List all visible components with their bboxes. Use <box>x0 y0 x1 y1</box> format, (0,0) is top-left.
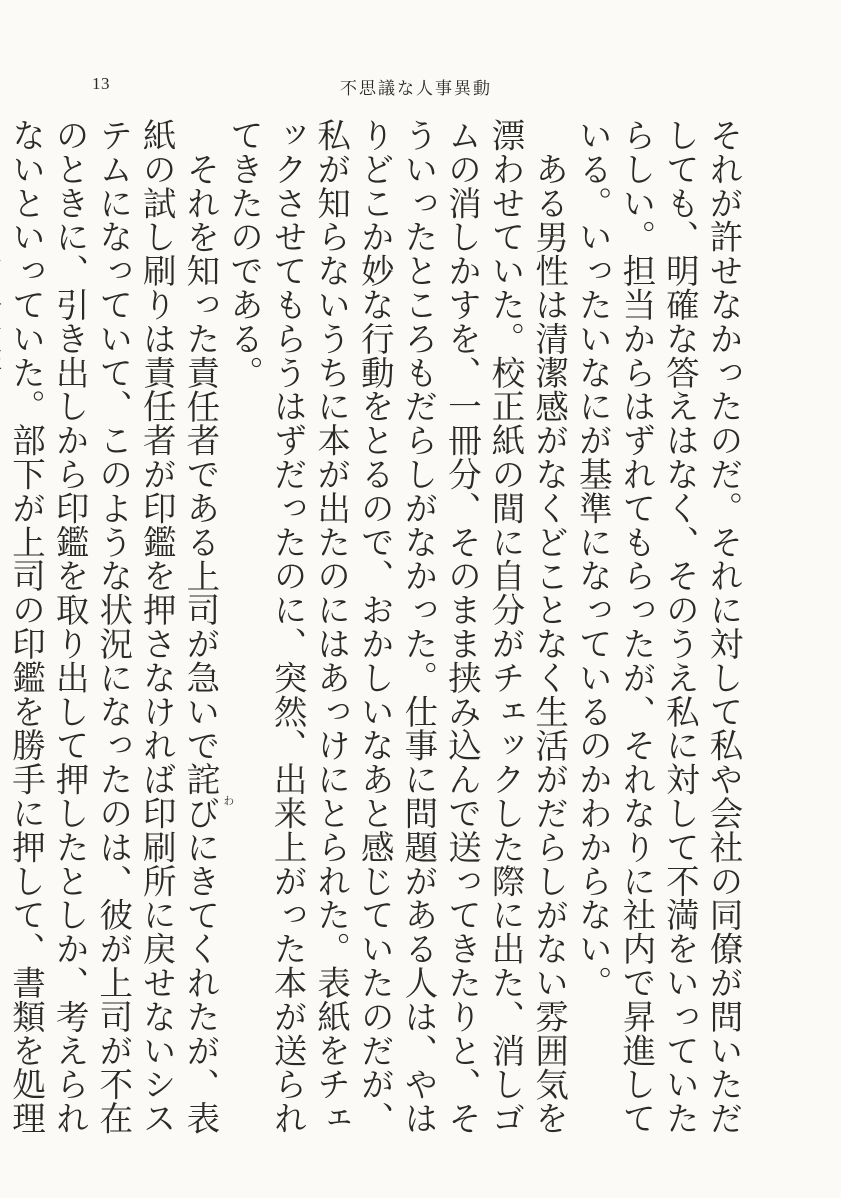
ruby-base: 詫 <box>180 761 220 796</box>
paragraph-1: それが許せなかったのだ。それに対して私や会社の同僚が問いただしても、明確な答えはなく、そのうえ私に対して不満をいっていたらしい。担当からはずれてもらったが、それなりに社内で昇進している。いったいなにが基準になっているのかわからない。 <box>573 118 743 1135</box>
ruby-annotation <box>180 761 235 807</box>
paragraph-3-text-before: それを知った責任者である上司が急いで <box>180 151 220 762</box>
ruby-text: わ <box>221 795 235 807</box>
paragraph-2: ある男性は清潔感がなくどことなく生活がだらしがない雰囲気を漂わせていた。校正紙の間に自分がチェックした際に出た、消しゴムの消しかすを、一冊分、そのまま挟み込んで送ってきたりと、そういったところもだらしがなかった。仕事に問題がある人は、やはりどこか妙な行動をとるので、おかしいなあと感じていたのだが、私が知らないうちに本が出たのにはあっけにとられた。表紙をチェックさせてもらうはずだったのに、突然、出来上がった本が送られてきたのである。 <box>224 118 569 1135</box>
paragraph-3-text-after: びにきてくれたが、表紙の試し刷りは責任者が印鑑を押さなければ印刷所に戻せないシステムになっていて、このような状況になったのは、彼が上司が不在のときに、引き出しから印鑑を取り出して押したとしか、考えられないといっていた。部下が上司の印鑑を勝手に押して、書類を処理 <box>6 118 220 1135</box>
page-number: 13 <box>92 74 110 93</box>
paragraph-3 <box>0 118 235 1148</box>
page-header <box>0 72 841 102</box>
vertical-text-body <box>6 118 745 1148</box>
running-title: 不思議な人事異動 <box>340 79 492 99</box>
